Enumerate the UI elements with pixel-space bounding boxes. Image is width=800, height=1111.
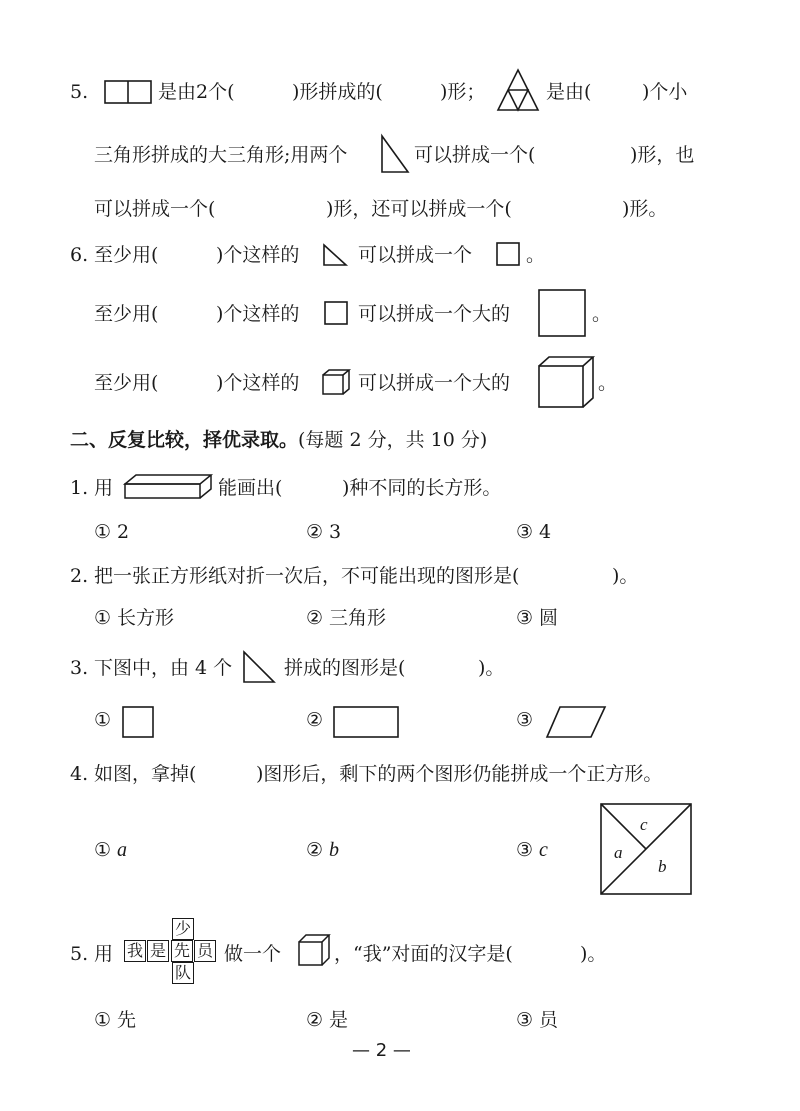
q6-r1-end: 。 (526, 244, 546, 266)
q5-text-c: )。 (580, 943, 607, 965)
option-marker: ③ (516, 607, 534, 629)
q6-r2-text-1: 至少用( (94, 303, 159, 325)
section-title: 二、反复比较，择优录取。 (70, 429, 299, 451)
q5-text-4: 是由( (546, 81, 592, 103)
q1-option-3[interactable] (516, 520, 551, 544)
q2-option-1[interactable] (94, 606, 174, 630)
q2-option-3[interactable] (516, 606, 558, 630)
option-marker: ① (94, 1009, 112, 1031)
option-text: 先 (117, 1009, 137, 1031)
q1-option-1[interactable] (94, 520, 129, 544)
q5-text-b: ，“我”对面的汉字是( (334, 943, 513, 965)
option-marker: ② (306, 1009, 324, 1031)
right-triangle-figure (242, 650, 276, 684)
q5-text-a: 做一个 (224, 943, 282, 965)
two-squares-figure (104, 80, 152, 104)
q5-text-11: )形。 (622, 198, 668, 220)
right-triangle-figure (380, 134, 410, 174)
q6-r1-text-1: 至少用( (94, 244, 159, 266)
net-cell-bottom: 队 (172, 962, 194, 984)
question-number: 1. (70, 477, 89, 499)
q4-text-a: 如图，拿掉( (94, 763, 197, 785)
q5-text-6: 三角形拼成的大三角形;用两个 (94, 144, 348, 166)
option-marker: ② (306, 521, 324, 543)
option-text: 是 (329, 1009, 349, 1031)
question-number: 2. (70, 565, 89, 587)
page-number: — 2 — (352, 1040, 411, 1061)
option-marker: ③ (516, 1009, 534, 1031)
q5-option-1[interactable] (94, 1008, 136, 1032)
q6-r3-text-2: )个这样的 (216, 372, 300, 394)
q5-text-8: )形，也 (630, 144, 695, 166)
option-marker: ③ (516, 839, 534, 861)
q1-text-pre: 用 (94, 477, 114, 499)
q3-text-a: 下图中，由 4 个 (94, 657, 233, 679)
q3-text-c: )。 (478, 657, 505, 679)
q1-text-tail: )种不同的长方形。 (342, 477, 502, 499)
option-marker: ① (94, 839, 112, 861)
cube-figure (298, 934, 330, 966)
q4-option-3[interactable] (516, 838, 548, 862)
net-cell-2: 是 (147, 940, 169, 962)
option-text: c (539, 839, 548, 861)
small-cube-figure (322, 369, 350, 395)
q3-option-1[interactable] (94, 708, 117, 732)
rectangle-option-figure (333, 706, 399, 738)
net-cell-top: 少 (172, 918, 194, 940)
option-marker: ① (94, 709, 112, 731)
section-subtitle: (每题 2 分，共 10 分) (298, 429, 488, 451)
net-cell-1: 我 (124, 940, 146, 962)
option-text: b (329, 839, 340, 861)
small-triangle-figure (322, 243, 348, 267)
cuboid-figure (124, 474, 212, 500)
question-number: 5. (70, 943, 89, 965)
q6-r1-text-2: )个这样的 (216, 244, 300, 266)
large-square-figure (538, 289, 586, 337)
q5-text-7: 可以拼成一个( (414, 144, 536, 166)
question-number: 3. (70, 657, 89, 679)
q3-text-b: 拼成的图形是( (284, 657, 406, 679)
q6-r3-text-3: 可以拼成一个大的 (358, 372, 511, 394)
option-text: a (117, 839, 128, 861)
question-number: 5. (70, 81, 89, 103)
option-marker: ③ (516, 709, 534, 731)
option-marker: ① (94, 607, 112, 629)
option-text: 三角形 (329, 607, 387, 629)
large-cube-figure (538, 356, 594, 408)
q5-option-2[interactable] (306, 1008, 348, 1032)
q1-text-post: 能画出( (218, 477, 283, 499)
q6-r1-text-3: 可以拼成一个 (358, 244, 473, 266)
q5-text-1: 是由2个( (158, 81, 235, 103)
q6-r3-text-1: 至少用( (94, 372, 159, 394)
option-text: 2 (117, 521, 130, 543)
q5-text-3: )形； (440, 81, 486, 103)
q5-text-10: )形，还可以拼成一个( (326, 198, 512, 220)
net-cell-3: 先 (171, 940, 193, 962)
question-number: 4. (70, 763, 89, 785)
label-c: c (640, 815, 648, 834)
q4-option-1[interactable] (94, 838, 127, 862)
q5-text-5: )个小 (642, 81, 688, 103)
q4-text-b: )图形后，剩下的两个图形仍能拼成一个正方形。 (256, 763, 663, 785)
square-dissection-figure (600, 803, 692, 895)
square-option-figure (122, 706, 154, 738)
q2-text-b: )。 (612, 565, 639, 587)
cube-net-figure (124, 918, 216, 986)
label-a: a (614, 843, 623, 862)
question-number: 6. (70, 244, 89, 266)
option-marker: ② (306, 709, 324, 731)
q1-option-2[interactable] (306, 520, 341, 544)
small-square-figure (324, 301, 348, 325)
section-2-heading (70, 428, 487, 452)
option-marker: ② (306, 607, 324, 629)
q6-r2-text-3: 可以拼成一个大的 (358, 303, 511, 325)
option-text: 员 (539, 1009, 559, 1031)
option-marker: ① (94, 521, 112, 543)
q6-r3-end: 。 (598, 372, 618, 394)
q6-r2-text-2: )个这样的 (216, 303, 300, 325)
label-b: b (658, 857, 667, 876)
option-text: 4 (539, 521, 552, 543)
q5-text-9: 可以拼成一个( (94, 198, 216, 220)
q3-option-3[interactable] (516, 708, 539, 732)
q2-text-a: 把一张正方形纸对折一次后，不可能出现的图形是( (94, 565, 520, 587)
option-marker: ③ (516, 521, 534, 543)
q5-text-pre: 用 (94, 943, 114, 965)
option-text: 3 (329, 521, 342, 543)
q3-option-2[interactable] (306, 708, 329, 732)
triangle-of-four-figure (496, 68, 540, 112)
net-cell-4: 员 (194, 940, 216, 962)
q5-text-2: )形拼成的( (292, 81, 383, 103)
small-square-figure (496, 242, 520, 266)
q2-option-2[interactable] (306, 606, 386, 630)
option-marker: ② (306, 839, 324, 861)
q6-r2-end: 。 (592, 303, 612, 325)
option-text: 长方形 (117, 607, 175, 629)
q5-option-3[interactable] (516, 1008, 558, 1032)
option-text: 圆 (539, 607, 559, 629)
q4-option-2[interactable] (306, 838, 339, 862)
parallelogram-option-figure (546, 706, 606, 738)
